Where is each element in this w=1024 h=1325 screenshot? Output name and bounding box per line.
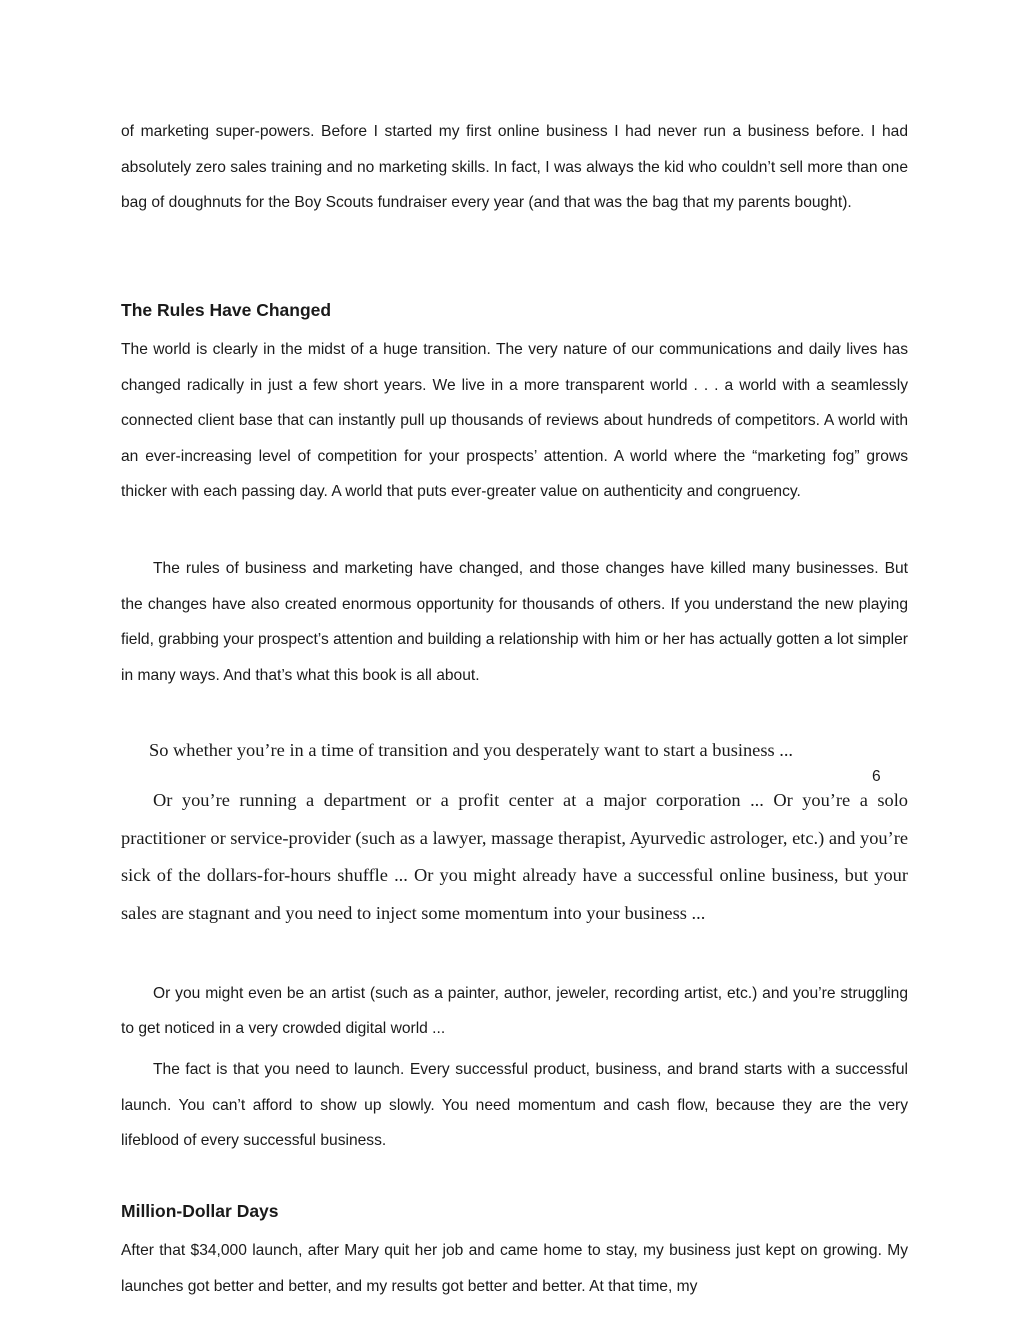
paragraph-transition: So whether you’re in a time of transition and you desperately want to start a business ...	[149, 740, 794, 760]
paragraph-artist: Or you might even be an artist (such as a painter, author, jeweler, recording artist, etc.) and you’re struggling to get noticed in a very crowded digital world ...	[121, 985, 908, 1037]
paragraph-intro: of marketing super-powers. Before I started my first online business I had never run a business before. I had absolutely zero sales training and no marketing skills. In fact, I was always the kid who couldn’t sell more than one bag of doughnuts for the Boy Scouts fundraiser every year (and that was the bag that my parents bought).	[121, 123, 908, 212]
page-number: 6	[872, 768, 881, 785]
heading-rules-have-changed: The Rules Have Changed	[121, 300, 332, 320]
heading-million-dollar-days: Million-Dollar Days	[121, 1201, 279, 1221]
paragraph-need-to-launch: The fact is that you need to launch. Every successful product, business, and brand starts with a successful launch. You can’t afford to show up slowly. You need momentum and cash flow, because they are the very lifeblood of every successful business.	[121, 1061, 908, 1150]
paragraph-rules-changed: The rules of business and marketing have changed, and those changes have killed many businesses. But the changes have also created enormous opportunity for thousands of others. If you understand the new playing field, grabbing your prospect’s attention and building a relationship with him or her has actually gotten a lot simpler in many ways. And that’s what this book is all about.	[121, 560, 908, 684]
paragraph-after-launch: After that $34,000 launch, after Mary quit her job and came home to stay, my business just kept on growing. My launches got better and better, and my results got better and better. At that time, my	[121, 1242, 908, 1295]
paragraph-world-transition: The world is clearly in the midst of a huge transition. The very nature of our communications and daily lives has changed radically in just a few short years. We live in a more transparent world . . . a world with a seamlessly connected client base that can instantly pull up thousands of reviews about hundreds of competitors. A world with an ever-increasing level of competition for your prospects’ attention. A world where the “marketing fog” grows thicker with each passing day. A world that puts ever-greater value on authenticity and congruency.	[121, 341, 908, 501]
paragraph-department: Or you’re running a department or a profit center at a major corporation ... Or you’re a solo practitioner or service-provider (such as a lawyer, massage therapist, Ayurvedic astrologer, etc.) and you’re sick of the dollars-for-hours shuffle ... Or you might already have a successful online business, but your sales are stagnant and you need to inject some momentum into your business ...	[121, 790, 908, 923]
